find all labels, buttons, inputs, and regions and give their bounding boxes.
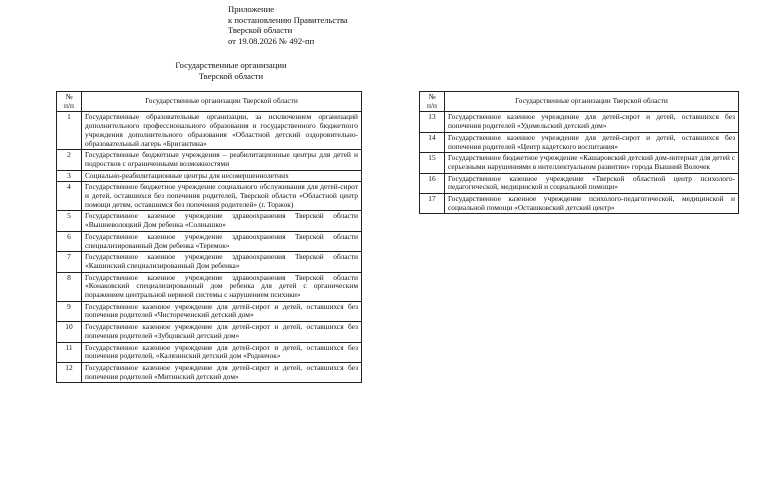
table-row	[57, 362, 362, 382]
organization-name: Государственное казенное учреждение для детей-сирот и детей, оставшихся без попечения родителей «Чистореченский детский дом»	[82, 301, 362, 321]
row-number: 1	[57, 112, 82, 150]
organization-name: Государственное казенное учреждение для детей-сирот и детей, оставшихся без попечения родителей «Центр кадетского воспитания»	[445, 132, 739, 152]
organization-name: Государственное казенное учреждение для детей-сирот и детей, оставшихся без попечения родителей «Митинский детский дом»	[82, 362, 362, 382]
row-number: 8	[57, 272, 82, 301]
table-header-row	[420, 92, 739, 112]
row-number: 5	[57, 211, 82, 231]
row-number: 16	[420, 173, 445, 193]
table-row	[57, 342, 362, 362]
organization-name: Государственное казенное учреждение «Тверской областной центр психолого-педагогической, медицинской и социальной помощи»	[445, 173, 739, 193]
table-row	[420, 112, 739, 132]
organization-name: Государственное казенное учреждение психолого-педагогической, медицинской и социальной помощи «Осташковский детский центр»	[445, 194, 739, 214]
table-header-row	[57, 92, 362, 112]
organization-name: Государственное бюджетное учреждение «Кашаровский детский дом-интернат для детей с серьезными нарушениями в интеллектуальном развитии» города Вышний Волочек	[445, 153, 739, 173]
row-number: 2	[57, 150, 82, 170]
table-row	[57, 170, 362, 182]
table-row	[57, 252, 362, 272]
table-row	[57, 322, 362, 342]
row-number: 9	[57, 301, 82, 321]
organization-name: Государственное казенное учреждение для детей-сирот и детей, оставшихся без попечения родителей «Удомельский детский дом»	[445, 112, 739, 132]
organization-name: Государственное бюджетное учреждение социального обслуживания для детей-сирот и детей, оставшихся без попечения родителей, Тверской области «Областной центр помощи детям, оставшимся без попечения родителей» (г. Торжок)	[82, 182, 362, 211]
table-row	[57, 231, 362, 251]
table-row	[57, 211, 362, 231]
table-row	[420, 173, 739, 193]
row-number: 3	[57, 170, 82, 182]
table-row	[57, 150, 362, 170]
organizations-table-right	[419, 91, 739, 214]
col-num-label: №	[65, 92, 73, 101]
table-row	[57, 112, 362, 150]
organization-name: Государственное казенное учреждение здравоохранения Тверской области «Кашинский специализированный Дом ребенка»	[82, 252, 362, 272]
row-number: 4	[57, 182, 82, 211]
header-line: к постановлению Правительства	[228, 14, 348, 25]
row-number: 17	[420, 194, 445, 214]
organization-name: Государственное казенное учреждение здравоохранения Тверской области «Конаковский специализированный дом ребенка для детей с органическим поражением центральной нервной системы с нарушением психики»	[82, 272, 362, 301]
header-line: Тверской области	[228, 25, 293, 36]
organization-name: Государственное казенное учреждение здравоохранения Тверской области «Вышневолоцкий Дом ребенка «Солнышко»	[82, 211, 362, 231]
col-num-label: п/п	[64, 100, 74, 110]
col-num-label: №	[428, 92, 436, 101]
row-number: 7	[57, 252, 82, 272]
row-number: 12	[57, 362, 82, 382]
header-line: Приложение	[228, 4, 275, 14]
organization-name: Государственное казенное учреждение здравоохранения Тверской области специализированный Дом ребенка «Теремок»	[82, 231, 362, 251]
subtitle-line: Тверской области	[198, 70, 264, 81]
organization-name: Государственное казенное учреждение для детей-сирот и детей, оставшихся без попечения родителей «Зубцовский детский дом»	[82, 322, 362, 342]
subtitle-line: Государственные организации	[175, 60, 287, 70]
table-row	[420, 194, 739, 214]
organization-name: Государственные образовательные организации, за исключением организаций дополнительного профессионального образования и государственного бюджетного учреждения дополнительного образования «Областной детский оздоровительно-образовательный лагерь «Бригантина»	[82, 112, 362, 150]
row-number: 13	[420, 112, 445, 132]
row-number: 10	[57, 322, 82, 342]
organization-name: Социально-реабилитационные центры для несовершеннолетних	[82, 170, 362, 182]
col-num-label: п/п	[427, 100, 437, 110]
organization-name: Государственные бюджетные учреждения – реабилитационные центры для детей и подростков с ограниченными возможностями	[82, 150, 362, 170]
col-name-header: Государственные организации Тверской области	[445, 92, 739, 112]
row-number: 11	[57, 342, 82, 362]
organizations-table-left	[56, 91, 362, 383]
header-line: от 19.08.2026 № 492-пп	[228, 35, 315, 46]
table-row	[57, 301, 362, 321]
table-row	[57, 182, 362, 211]
row-number: 15	[420, 153, 445, 173]
table-row	[57, 272, 362, 301]
col-num-header	[420, 92, 445, 112]
row-number: 14	[420, 132, 445, 152]
table-row	[420, 132, 739, 152]
document-subtitle	[146, 60, 316, 81]
col-num-header	[57, 92, 82, 112]
organization-name: Государственное казенное учреждение для детей-сирот и детей, оставшихся без попечения родителей, «Калязинский детский дом «Родничок»	[82, 342, 362, 362]
col-name-header: Государственные организации Тверской области	[82, 92, 362, 112]
row-number: 6	[57, 231, 82, 251]
table-row	[420, 153, 739, 173]
appendix-header	[228, 4, 348, 46]
